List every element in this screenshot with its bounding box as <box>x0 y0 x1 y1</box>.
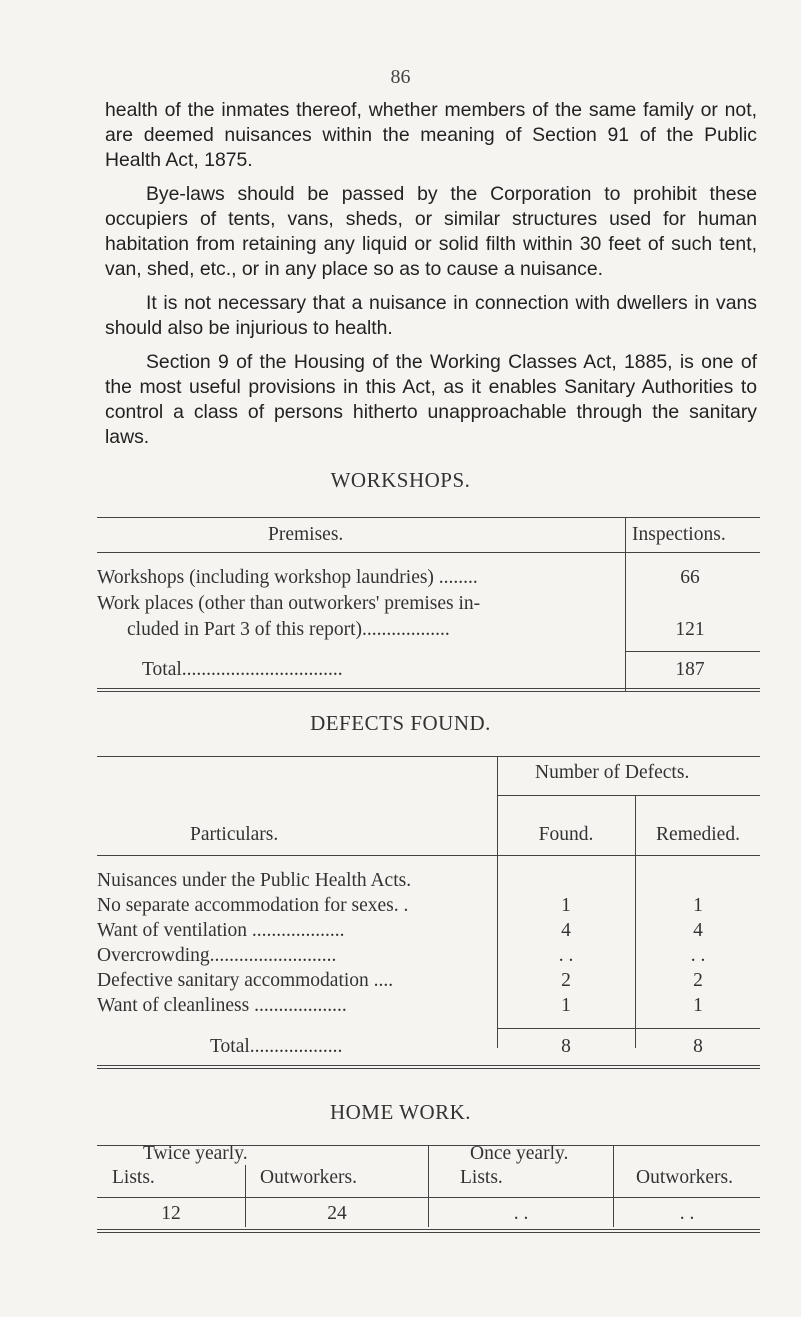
page-number: 86 <box>390 66 411 88</box>
paragraph-4: Section 9 of the Housing of the Working Classes Act, 1885, is one of the most useful provisions in this Act, as it enables Sanitary Authorities to control a class of persons hitherto unapproachable through the sanitary laws. <box>105 351 757 448</box>
defects-heading: DEFECTS FOUND. <box>310 711 491 735</box>
defects-total-remedied: 8 <box>693 1036 703 1057</box>
workshops-row-2-label-line2: cluded in Part 3 of this report).................. <box>127 619 450 640</box>
col-inspections-header: Inspections. <box>632 524 726 545</box>
col-number-header: Number of Defects. <box>535 762 690 783</box>
defects-row-remedied: . . <box>690 945 706 966</box>
col-particulars-header: Particulars. <box>190 824 279 845</box>
once-outworkers-header: Outworkers. <box>636 1167 733 1188</box>
defects-row-label: Overcrowding.......................... <box>97 945 337 966</box>
defects-row-label: Defective sanitary accommodation .... <box>97 970 394 991</box>
workshops-heading: WORKSHOPS. <box>330 468 471 492</box>
once-yearly-header: Once yearly. <box>470 1143 569 1164</box>
twice-outworkers-header: Outworkers. <box>260 1167 357 1188</box>
defects-row-label: Want of ventilation ................... <box>97 920 345 941</box>
col-premises-header: Premises. <box>268 524 344 545</box>
workshops-row-2-value: 121 <box>675 619 705 640</box>
homework-heading: HOME WORK. <box>329 1100 472 1124</box>
rule <box>97 1197 760 1198</box>
defects-row-found: . . <box>558 945 574 966</box>
workshops-row-1-value: 66 <box>680 567 700 588</box>
defects-row-remedied: 4 <box>693 920 703 941</box>
twice-yearly-header: Twice yearly. <box>143 1143 248 1164</box>
defects-row-remedied: 1 <box>693 895 703 916</box>
homework-value: . . <box>513 1203 529 1224</box>
defects-row-found: 1 <box>561 895 571 916</box>
homework-value: 12 <box>161 1203 181 1224</box>
defects-total-found: 8 <box>561 1036 571 1057</box>
defects-row-label: Want of cleanliness ................... <box>97 995 347 1016</box>
paragraph-1: health of the inmates thereof, whether members of the same family or not, are deemed nuisances within the meaning of Section 91 of the Public Health Act, 1875. <box>105 99 757 171</box>
defects-row-found: 1 <box>561 995 571 1016</box>
section-label: Nuisances under the Public Health Acts. <box>97 870 412 891</box>
paragraph-3: It is not necessary that a nuisance in connection with dwellers in vans should also be injurious to health. <box>105 292 757 339</box>
col-remedied-header: Remedied. <box>656 824 740 845</box>
defects-row-label: No separate accommodation for sexes. . <box>97 895 409 916</box>
homework-value: . . <box>679 1203 695 1224</box>
rule <box>97 1232 760 1233</box>
once-lists-header: Lists. <box>460 1167 503 1188</box>
workshops-row-1-label: Workshops (including workshop laundries) ........ <box>97 567 478 588</box>
defects-total-label: Total................... <box>210 1036 343 1057</box>
rule <box>97 1229 760 1230</box>
workshops-total-value: 187 <box>675 659 705 680</box>
homework-value: 24 <box>327 1203 347 1224</box>
defects-row-found: 2 <box>561 970 571 991</box>
defects-row-remedied: 1 <box>693 995 703 1016</box>
defects-row-remedied: 2 <box>693 970 703 991</box>
workshops-row-2-label-line1: Work places (other than outworkers' premises in- <box>97 593 481 614</box>
col-found-header: Found. <box>538 824 594 845</box>
twice-lists-header: Lists. <box>112 1167 155 1188</box>
defects-row-found: 4 <box>561 920 571 941</box>
workshops-total-label: Total................................. <box>142 659 343 680</box>
paragraph-2: Bye-laws should be passed by the Corporation to prohibit these occupiers of tents, vans, sheds, or similar structures used for human habitation from retaining any liquid or solid filth within 30 feet of such tent, van, shed, etc., or in any place so as to cause a nuisance. <box>105 183 757 280</box>
